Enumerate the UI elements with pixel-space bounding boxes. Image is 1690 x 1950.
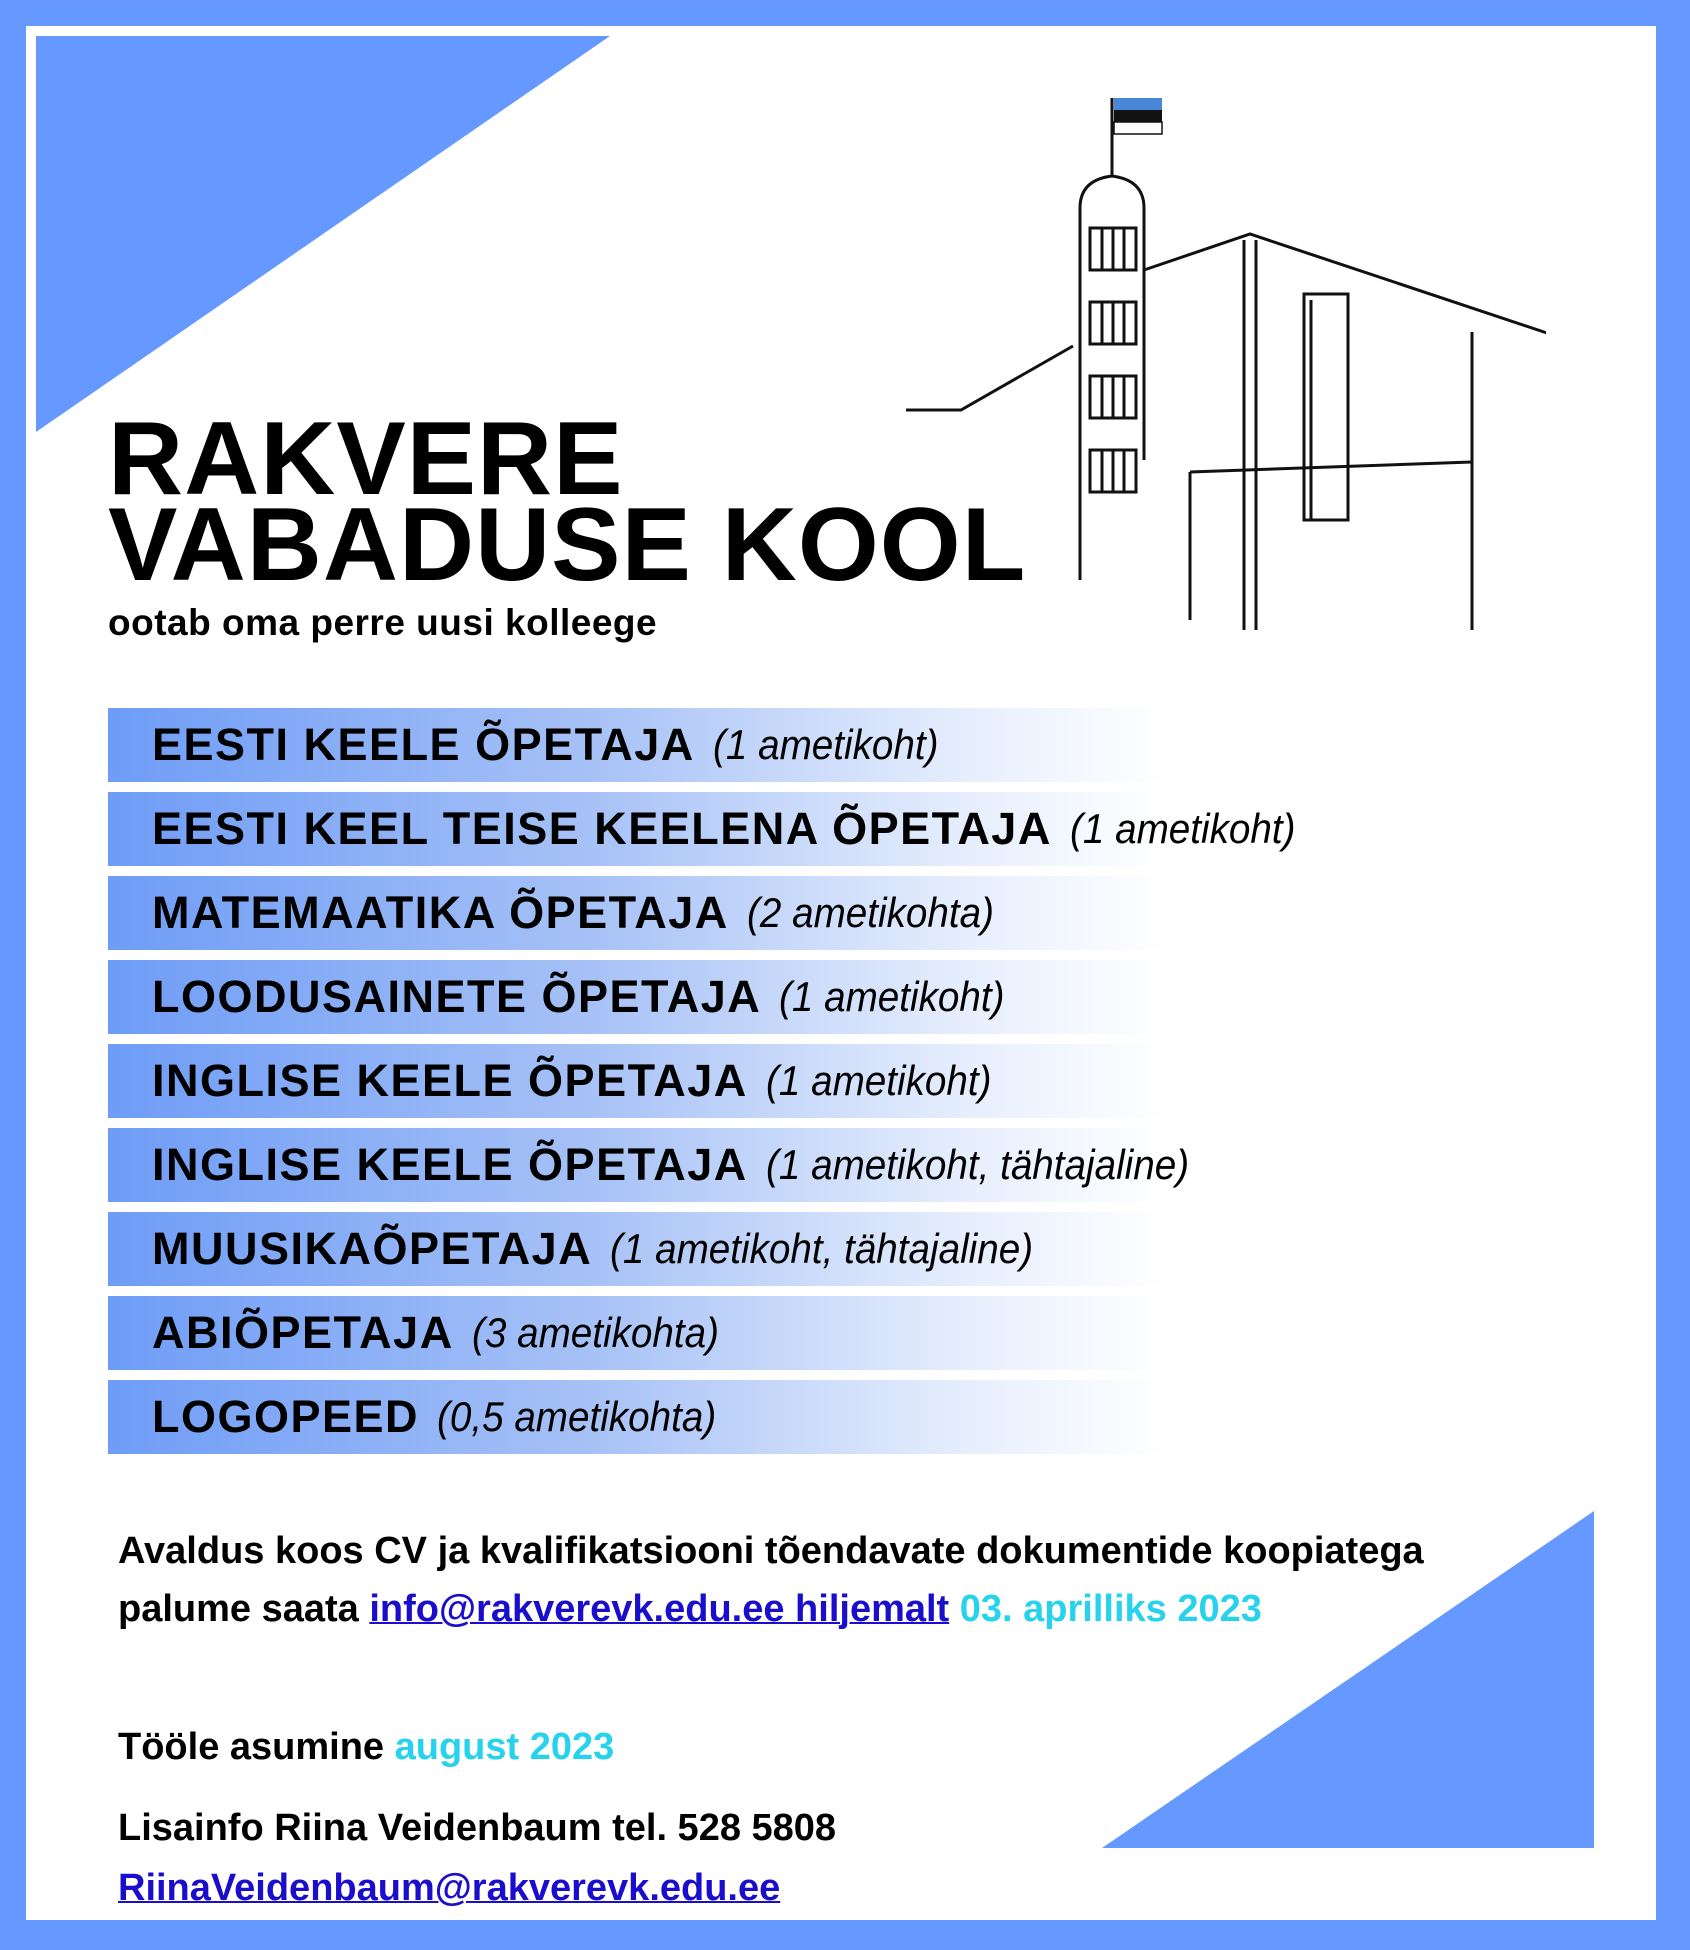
position-name: ABIÕPETAJA — [152, 1307, 454, 1358]
position-count: (1 ametikoht) — [712, 721, 939, 768]
position-count: (0,5 ametikohta) — [437, 1393, 717, 1440]
start-label: Tööle asumine — [118, 1726, 385, 1768]
application-deadline: 03. aprilliks 2023 — [959, 1588, 1262, 1630]
position-count: (2 ametikohta) — [746, 889, 994, 936]
position-count: (1 ametikoht) — [765, 1057, 992, 1104]
application-prefix: palume saata — [118, 1588, 359, 1630]
position-row — [108, 1296, 1368, 1370]
position-row — [108, 708, 1368, 782]
position-row — [108, 1128, 1368, 1202]
start-info — [118, 1726, 614, 1769]
position-count: (1 ametikoht, tähtajaline) — [765, 1141, 1189, 1188]
poster-body — [26, 26, 1656, 1920]
position-row — [108, 1044, 1368, 1118]
position-row — [108, 876, 1368, 950]
position-name: LOGOPEED — [152, 1391, 420, 1442]
subtitle: ootab oma perre uusi kolleege — [108, 602, 658, 643]
position-row — [108, 1212, 1368, 1286]
application-line-2 — [118, 1580, 1424, 1638]
position-row — [108, 1380, 1368, 1454]
position-name: MUUSIKAÕPETAJA — [152, 1223, 593, 1274]
start-date: august 2023 — [394, 1726, 615, 1768]
position-count: (1 ametikoht) — [1069, 805, 1296, 852]
position-name: LOODUSAINETE ÕPETAJA — [152, 971, 762, 1022]
position-name: INGLISE KEELE ÕPETAJA — [152, 1055, 748, 1106]
position-name: INGLISE KEELE ÕPETAJA — [152, 1139, 748, 1190]
contact-email-link[interactable]: RiinaVeidenbaum@rakverevk.edu.ee — [118, 1867, 781, 1909]
estonian-flag-icon — [1114, 98, 1162, 134]
position-name: MATEMAATIKA ÕPETAJA — [152, 887, 729, 938]
positions-list — [108, 708, 1368, 1464]
position-name: EESTI KEELE ÕPETAJA — [152, 719, 695, 770]
application-line-1: Avaldus koos CV ja kvalifikatsiooni tõendavate dokumentide koopiatega — [118, 1530, 1424, 1572]
position-count: (1 ametikoht, tähtajaline) — [610, 1225, 1034, 1272]
header — [108, 401, 1027, 644]
application-email-link[interactable]: info@rakverevk.edu.ee hiljemalt — [369, 1588, 950, 1630]
application-info — [118, 1522, 1424, 1638]
contact-line: Lisainfo Riina Veidenbaum tel. 528 5808 — [118, 1807, 837, 1849]
position-name: EESTI KEEL TEISE KEELENA ÕPETAJA — [152, 803, 1052, 854]
contact-info — [118, 1798, 836, 1918]
top-left-triangle — [36, 36, 610, 432]
position-count: (3 ametikohta) — [471, 1309, 719, 1356]
title-line-2: VABADUSE KOOL — [108, 487, 1027, 603]
title-line-1: RAKVERE — [108, 401, 624, 517]
position-count: (1 ametikoht) — [779, 973, 1005, 1020]
position-row — [108, 792, 1368, 866]
position-row — [108, 960, 1368, 1034]
